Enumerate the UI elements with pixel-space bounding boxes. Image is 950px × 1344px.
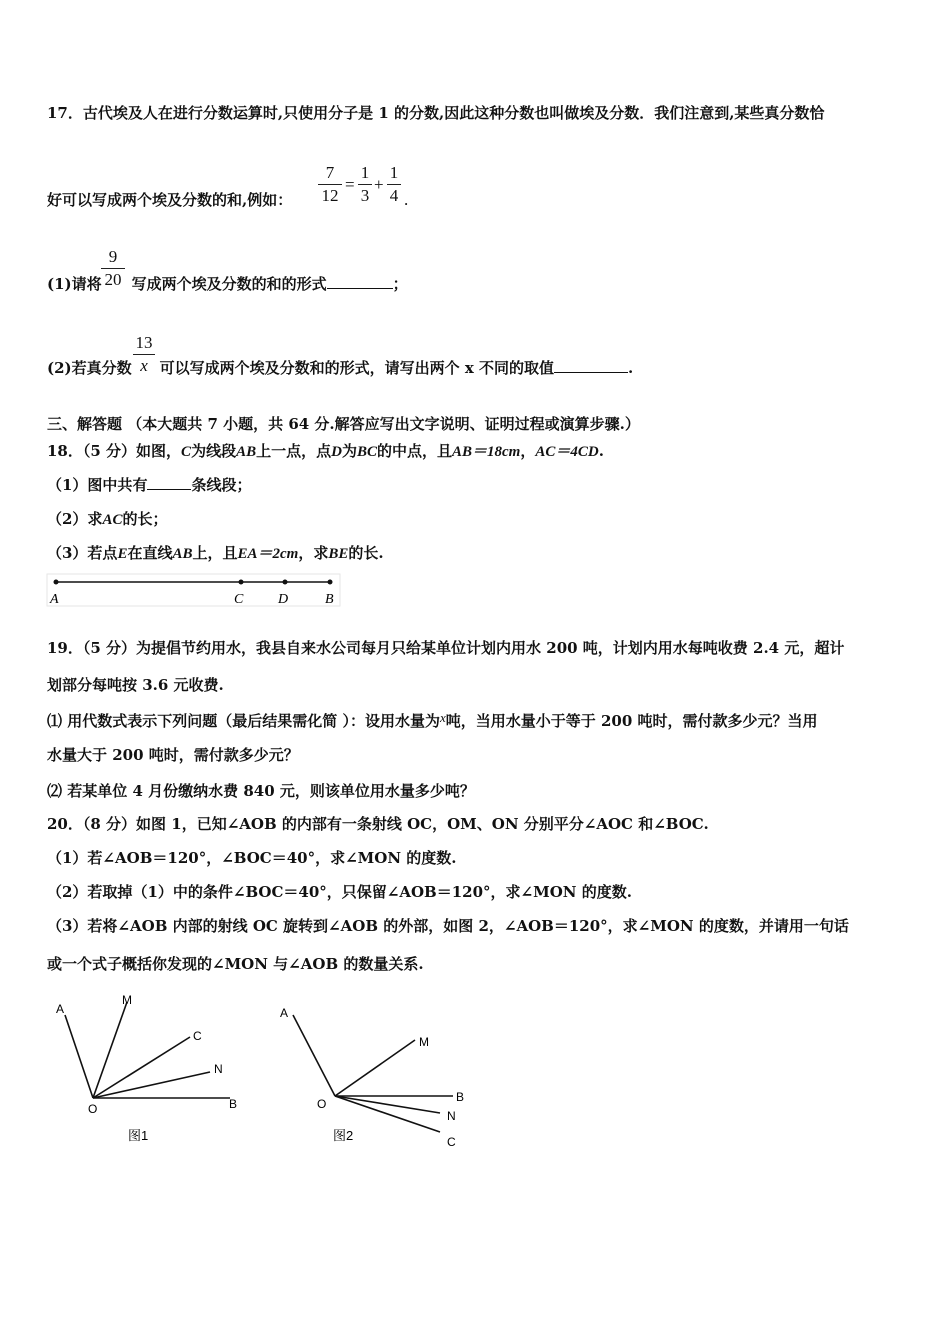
point-c: C [181, 444, 192, 460]
q20-figure-1 [50, 990, 260, 1150]
ray-om [93, 1002, 127, 1098]
text: ，求 [298, 544, 329, 562]
label-o: O [88, 1102, 98, 1116]
section-3-title: 三、解答题 （本大题共 7 小题，共 64 分.解答应写出文字说明、证明过程或演算步骤.） [47, 415, 640, 433]
fraction-denominator: 12 [321, 186, 339, 205]
label-m: M [419, 1035, 429, 1049]
point-d: D [331, 444, 342, 460]
text: ， [520, 442, 536, 460]
q20-figure-2 [275, 1000, 475, 1150]
q20-line-3: （2）若取掉（1）中的条件∠BOC＝40°，只保留∠AOB＝120°，求∠MON 的度数. [47, 883, 632, 901]
ray-on [335, 1096, 440, 1113]
q19-line-4: 水量大于 200 吨时，需付款多少元？ [47, 746, 299, 764]
q18-part-1-suffix: 条线段； [191, 476, 252, 494]
label-c: C [234, 592, 244, 607]
label-m: M [122, 993, 132, 1007]
q19-line-3 [47, 708, 818, 731]
answer-blank[interactable] [554, 358, 628, 373]
fraction-denominator: 3 [360, 186, 370, 205]
figure-2-caption: 图2 [333, 1128, 354, 1143]
point-a-dot [54, 580, 59, 585]
ray-on [93, 1072, 210, 1098]
q19-line-1: 19．（5 分）为提倡节约用水，我县自来水公司每月只给某单位计划内用水 200 吨，计划内用水每吨收费 2.4 元，超计 [47, 639, 845, 657]
figure-1-caption: 图1 [128, 1128, 149, 1143]
figure-frame [47, 574, 340, 606]
text: 为 [341, 442, 357, 460]
condition-ea: EA＝2cm [237, 546, 299, 562]
text: ⑴ 用代数式表示下列问题（最后结果需化简 ）：设用水量为 [47, 712, 440, 730]
q18-segment-figure [47, 574, 347, 608]
q18-head: 18．（5 分）如图， [47, 442, 182, 460]
q20-line-2: （1）若∠AOB＝120°，∠BOC＝40°，求∠MON 的度数. [47, 849, 457, 867]
q17-line-2-prefix: 好可以写成两个埃及分数的和,例如： [47, 191, 293, 209]
fraction-bar [387, 184, 401, 185]
q17-part-2-fraction [133, 333, 155, 376]
equals-sign: = [345, 175, 355, 194]
fraction-numerator: 13 [135, 333, 153, 352]
q17-example-fraction-b [358, 163, 372, 206]
segment-be: BE [328, 546, 349, 562]
label-a: A [50, 592, 59, 607]
fraction-bar [101, 268, 125, 269]
text: 为线段 [191, 442, 237, 460]
q18-part-1 [47, 475, 251, 495]
point-e: E [117, 546, 128, 562]
q17-part-1-suffix: 写成两个埃及分数的和的形式 [131, 275, 327, 293]
text: （3）若点 [47, 544, 118, 562]
q17-part-1-end: ； [392, 275, 408, 293]
point-d-dot [283, 580, 288, 585]
label-a: A [56, 1002, 65, 1016]
fraction-numerator: 9 [108, 247, 118, 266]
label-d: D [278, 592, 289, 607]
text: 的中点，且 [376, 442, 452, 460]
condition-ac: AC＝4CD [535, 444, 599, 460]
fraction-bar [358, 184, 372, 185]
label-o: O [317, 1097, 327, 1111]
text: 的长. [348, 544, 384, 562]
ray-om [335, 1040, 415, 1096]
fraction-denominator: 20 [104, 270, 122, 289]
point-c-dot [239, 580, 244, 585]
condition-ab: AB＝18cm [452, 444, 521, 460]
q20-line-4: （3）若将∠AOB 内部的射线 OC 旋转到∠AOB 的外部，如图 2，∠AOB＝120°，求∠MON 的度数，并请用一句话 [47, 917, 849, 935]
q17-part-1-prefix: (1)请将 [47, 275, 102, 293]
q17-part-1-fraction [101, 247, 125, 290]
text: 的长； [122, 510, 168, 528]
ray-oc [93, 1037, 190, 1098]
label-b: B [229, 1097, 238, 1111]
fraction-bar [133, 354, 155, 355]
segment-bc: BC [356, 444, 377, 460]
q17-example-fraction-c [387, 163, 401, 206]
line-ab: AB [172, 546, 193, 562]
q18-part-3 [47, 543, 384, 564]
q19-line-2: 划部分每吨按 3.6 元收费. [47, 676, 224, 694]
label-b: B [325, 592, 334, 607]
q18-stem [47, 441, 604, 462]
label-n: N [447, 1109, 456, 1123]
text: （2）求 [47, 510, 103, 528]
ray-oa [65, 1015, 93, 1098]
fraction-numerator: 1 [360, 163, 370, 182]
text: 在直线 [127, 544, 173, 562]
label-a: A [280, 1006, 289, 1020]
label-n: N [214, 1062, 223, 1076]
text: . [598, 442, 604, 460]
fraction-bar [318, 184, 342, 185]
period: . [404, 190, 409, 209]
q17-line-2 [47, 190, 292, 210]
text: 吨，当用水量小于等于 200 吨时，需付款多少元？当用 [445, 712, 818, 730]
text: 上一点，点 [256, 442, 332, 460]
variable-x: x [439, 710, 446, 725]
fraction-numerator: 7 [325, 163, 335, 182]
point-b-dot [328, 580, 333, 585]
answer-blank[interactable] [147, 475, 191, 490]
ray-oa [293, 1015, 335, 1096]
segment-ac: AC [102, 512, 123, 528]
answer-blank[interactable] [327, 274, 393, 289]
plus-sign: + [374, 175, 384, 194]
q17-part-2-prefix: (2)若真分数 [47, 359, 132, 377]
ray-oc [335, 1096, 440, 1132]
label-c: C [193, 1029, 202, 1043]
segment-ab: AB [236, 444, 257, 460]
q17-example-fraction-a [318, 163, 342, 206]
q17-line-1: 17．古代埃及人在进行分数运算时,只使用分子是 1 的分数,因此这种分数也叫做埃及分数．我们注意到,某些真分数恰 [47, 104, 825, 122]
q17-part-2-suffix: 可以写成两个埃及分数和的形式，请写出两个 x 不同的取值 [159, 359, 555, 377]
q18-part-1-prefix: （1）图中共有 [47, 476, 148, 494]
text: 上，且 [192, 544, 238, 562]
q20-line-5: 或一个式子概括你发现的∠MON 与∠AOB 的数量关系. [47, 955, 424, 973]
q17-part-2-end: . [628, 359, 634, 377]
q20-line-1: 20．（8 分）如图 1，已知∠AOB 的内部有一条射线 OC，OM、ON 分别平分∠AOC 和∠BOC. [47, 815, 709, 833]
fraction-denominator: 4 [389, 186, 399, 205]
label-c: C [447, 1135, 456, 1149]
q19-line-5: ⑵ 若某单位 4 月份缴纳水费 840 元，则该单位用水量多少吨？ [47, 782, 475, 800]
fraction-numerator: 1 [389, 163, 399, 182]
label-b: B [456, 1090, 465, 1104]
q18-part-2 [47, 509, 167, 530]
fraction-denominator: x [140, 356, 148, 375]
